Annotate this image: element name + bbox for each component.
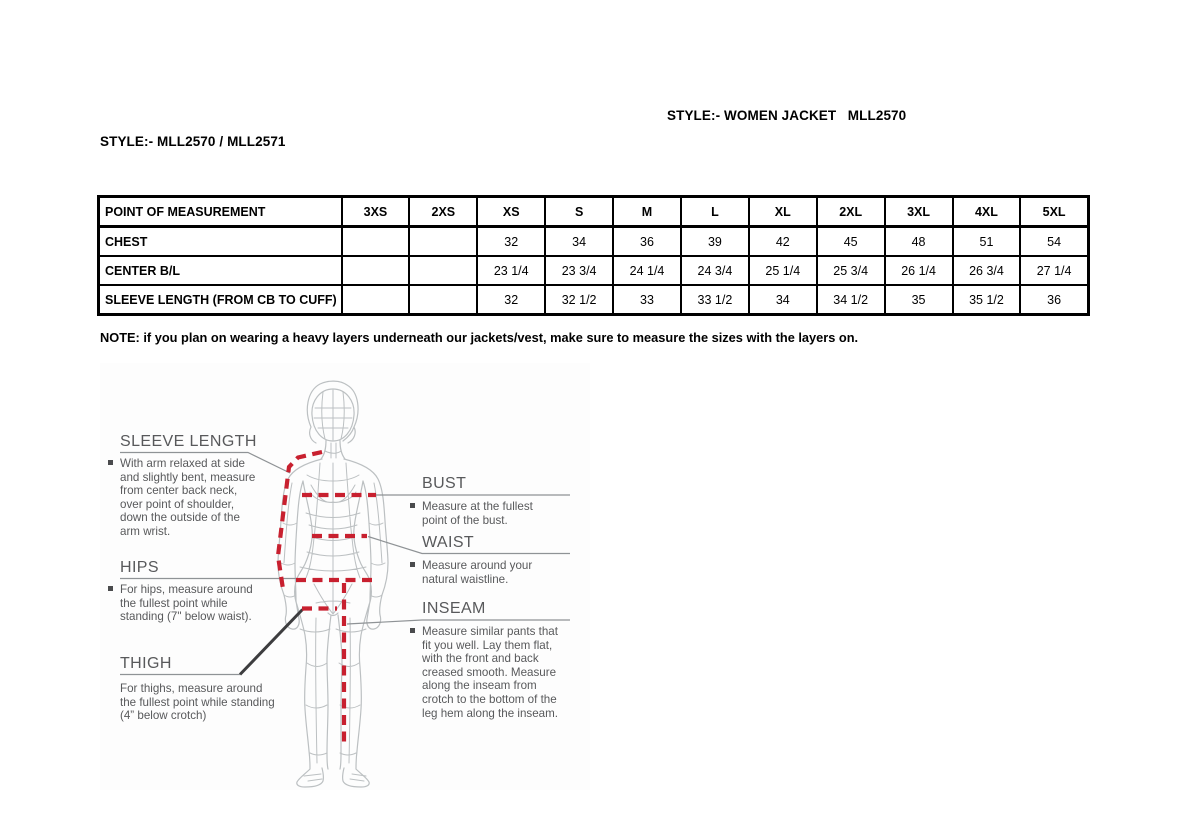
cell-value: 32 1/2 xyxy=(545,285,613,315)
cell-value: 26 1/4 xyxy=(885,256,953,285)
cell-value xyxy=(409,285,477,315)
column-header-2xl: 2XL xyxy=(817,197,885,227)
column-header-5xl: 5XL xyxy=(1020,197,1088,227)
row-label-center-bl: CENTER B/L xyxy=(99,256,342,285)
cell-value: 23 1/4 xyxy=(477,256,545,285)
cell-value: 42 xyxy=(749,227,817,257)
column-header-l: L xyxy=(681,197,749,227)
column-header-xl: XL xyxy=(749,197,817,227)
cell-value: 24 3/4 xyxy=(681,256,749,285)
size-chart-table xyxy=(97,195,1090,316)
column-header-s: S xyxy=(545,197,613,227)
table-row-sleeve-length xyxy=(99,285,1089,315)
table-header-row xyxy=(99,197,1089,227)
sleeve-length-heading: SLEEVE LENGTH xyxy=(120,433,257,450)
bullet-icon xyxy=(410,562,415,567)
table-row-chest xyxy=(99,227,1089,257)
bullet-icon xyxy=(108,586,113,591)
cell-value: 27 1/4 xyxy=(1020,256,1088,285)
bust-description: Measure at the fullest point of the bust. xyxy=(422,500,550,527)
cell-value: 34 xyxy=(545,227,613,257)
cell-value: 32 xyxy=(477,227,545,257)
cell-value: 36 xyxy=(613,227,681,257)
bullet-icon xyxy=(410,503,415,508)
cell-value: 25 1/4 xyxy=(749,256,817,285)
note-text: NOTE: if you plan on wearing a heavy layers underneath our jackets/vest, make sure to measure the sizes with the layers on. xyxy=(100,330,859,345)
measurement-diagram xyxy=(100,363,590,790)
cell-value: 33 1/2 xyxy=(681,285,749,315)
column-header-2xs: 2XS xyxy=(409,197,477,227)
row-label-chest: CHEST xyxy=(99,227,342,257)
cell-value: 48 xyxy=(885,227,953,257)
cell-value xyxy=(342,227,410,257)
column-header-point-of-measurement: POINT OF MEASUREMENT xyxy=(99,197,342,227)
column-header-3xs: 3XS xyxy=(342,197,410,227)
cell-value: 36 xyxy=(1020,285,1088,315)
waist-heading: WAIST xyxy=(422,534,475,551)
cell-value xyxy=(342,285,410,315)
cell-value: 45 xyxy=(817,227,885,257)
bullet-icon xyxy=(410,628,415,633)
cell-value: 54 xyxy=(1020,227,1088,257)
thigh-heading: THIGH xyxy=(120,655,172,672)
column-header-m: M xyxy=(613,197,681,227)
cell-value xyxy=(342,256,410,285)
column-header-xs: XS xyxy=(477,197,545,227)
body-wireframe xyxy=(278,381,388,787)
style-title-left: STYLE:- MLL2570 / MLL2571 xyxy=(100,134,286,149)
cell-value: 51 xyxy=(953,227,1021,257)
sleeve-length-description: With arm relaxed at side and slightly bent, measure from center back neck, over point of shoulder, down the outside of the arm wrist. xyxy=(120,457,256,539)
cell-value: 32 xyxy=(477,285,545,315)
thigh-description: For thighs, measure around the fullest point while standing (4” below crotch) xyxy=(120,682,275,723)
cell-value: 23 3/4 xyxy=(545,256,613,285)
style-title-right: STYLE:- WOMEN JACKET MLL2570 xyxy=(667,108,907,123)
inseam-heading: INSEAM xyxy=(422,600,486,617)
cell-value: 25 3/4 xyxy=(817,256,885,285)
cell-value: 33 xyxy=(613,285,681,315)
cell-value: 34 1/2 xyxy=(817,285,885,315)
column-header-4xl: 4XL xyxy=(953,197,1021,227)
hips-description: For hips, measure around the fullest point while standing (7" below waist). xyxy=(120,583,260,624)
cell-value: 35 xyxy=(885,285,953,315)
column-header-3xl: 3XL xyxy=(885,197,953,227)
cell-value: 34 xyxy=(749,285,817,315)
cell-value: 39 xyxy=(681,227,749,257)
cell-value xyxy=(409,256,477,285)
waist-description: Measure around your natural waistline. xyxy=(422,559,547,586)
row-label-sleeve-length: SLEEVE LENGTH (FROM CB TO CUFF) xyxy=(99,285,342,315)
hips-heading: HIPS xyxy=(120,559,159,576)
cell-value: 35 1/2 xyxy=(953,285,1021,315)
cell-value: 24 1/4 xyxy=(613,256,681,285)
bust-heading: BUST xyxy=(422,475,467,492)
bullet-icon xyxy=(108,460,113,465)
table-row-center-bl xyxy=(99,256,1089,285)
cell-value: 26 3/4 xyxy=(953,256,1021,285)
cell-value xyxy=(409,227,477,257)
inseam-description: Measure similar pants that fit you well. Lay them flat, with the front and back creased smooth. Measure along the inseam from crotch to the bottom of the leg hem along the inseam. xyxy=(422,625,564,720)
